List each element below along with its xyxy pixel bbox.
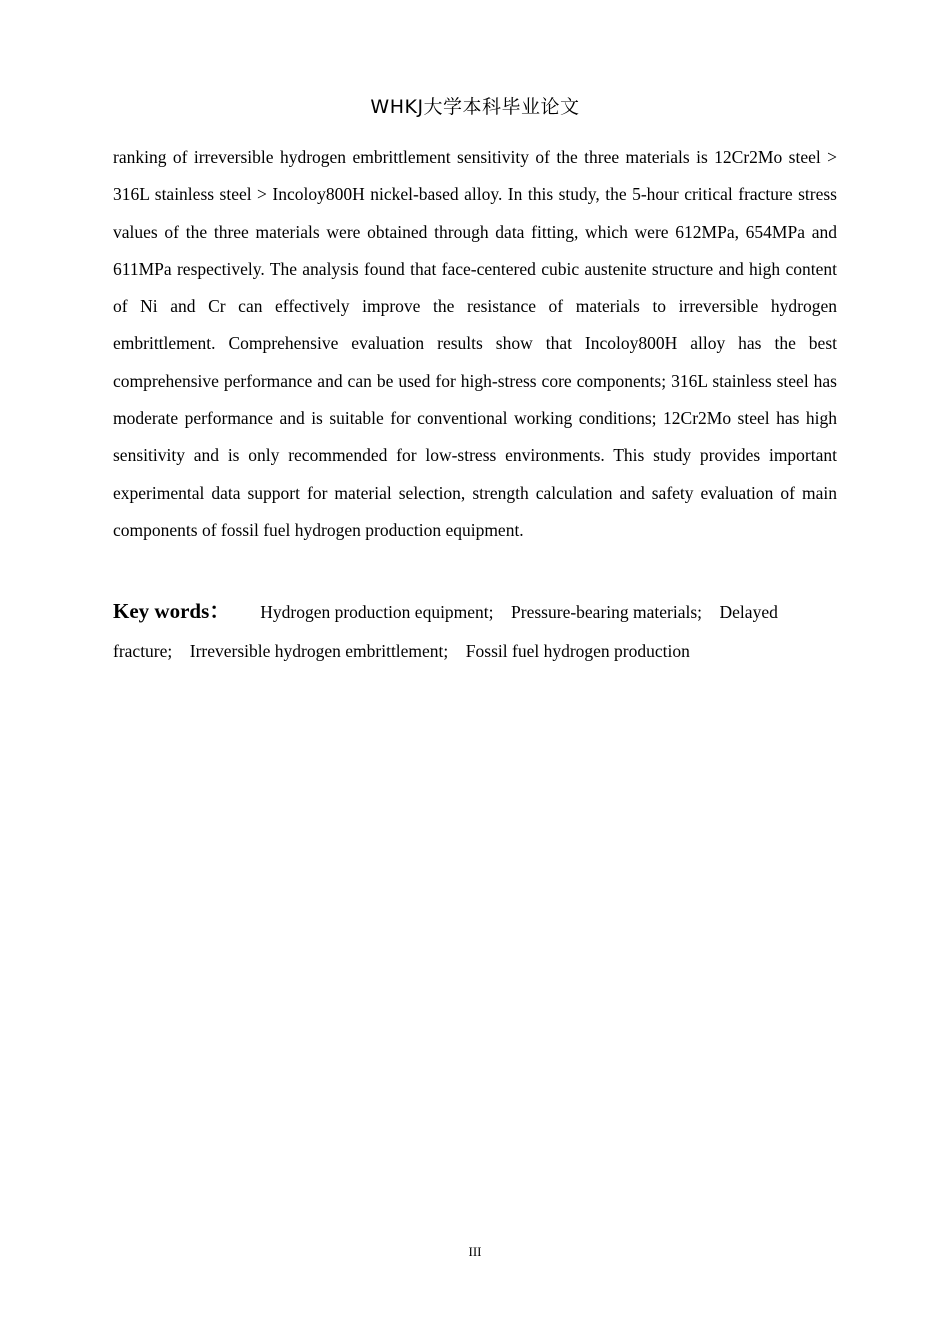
keywords-label: Key words： (113, 599, 231, 623)
keyword-item: Fossil fuel hydrogen production (465, 641, 690, 661)
keyword-item: Hydrogen production equipment; (260, 602, 494, 622)
keyword-item: Delayed fracture; (113, 602, 778, 661)
keywords-section (113, 592, 837, 671)
page-header: WHKJ大学本科毕业论文 (370, 96, 580, 118)
page-number: III (468, 1244, 482, 1259)
abstract-paragraph: ranking of irreversible hydrogen embrittlement sensitivity of the three materials is 12Cr2Mo steel > 316L stainless steel > Incoloy800H nickel-based alloy. In this study, the 5-hour critical fracture stress values of the three materials were obtained through data fitting, which were 612MPa, 654MPa and 611MPa respectively. The analysis found that face-centered cubic austenite structure and high content of Ni and Cr can effectively improve the resistance of materials to irreversible hydrogen embrittlement. Comprehensive evaluation results show that Incoloy800H alloy has the best comprehensive performance and can be used for high-stress core components; 316L stainless steel has moderate performance and is suitable for conventional working conditions; 12Cr2Mo steel has high sensitivity and is only recommended for low-stress environments. This study provides important experimental data support for material selection, strength calculation and safety evaluation of main components of fossil fuel hydrogen production equipment. (113, 147, 837, 540)
keyword-item: Pressure-bearing materials; (511, 602, 703, 622)
keyword-item: Irreversible hydrogen embrittlement; (189, 641, 449, 661)
